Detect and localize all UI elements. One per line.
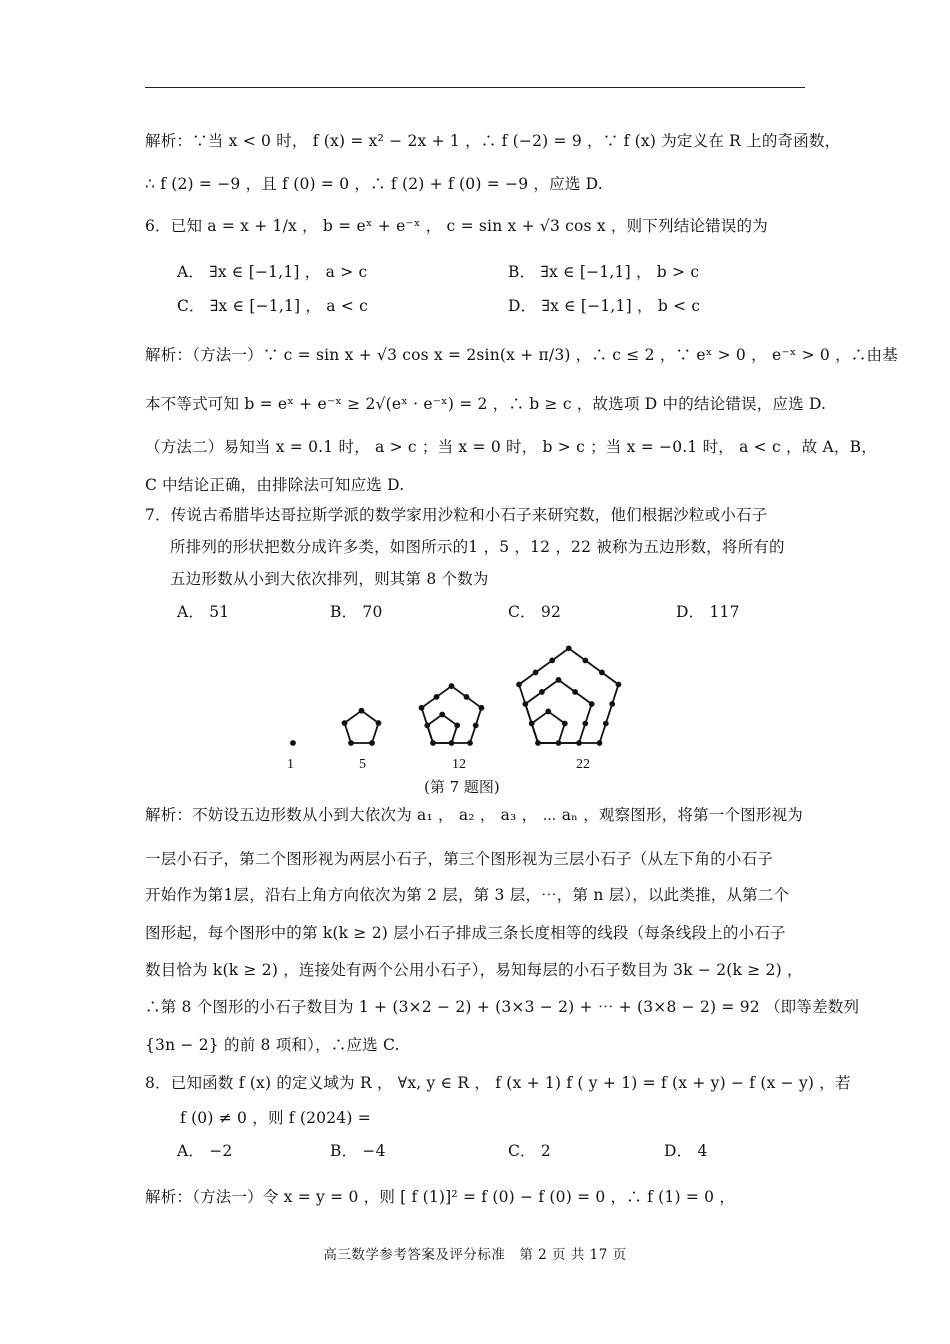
text-line-22: 图形起，每个图形中的第 k(k ≥ 2) 层小石子排成三条长度相等的线段（每条线段上的小石子 — [145, 924, 786, 942]
text-line-32: 解析：（方法一）令 x = y = 0 ，则 [ f (1)]² = f (0) − f (0) = 0 ，∴ f (1) = 0 ， — [145, 1188, 736, 1206]
pebble-dot — [348, 740, 354, 746]
pebble-dot — [369, 740, 375, 746]
text-line-14: 五边形数从小到大依次排列，则其第 8 个数为 — [170, 570, 489, 588]
pentagonal-numbers-figure — [270, 638, 670, 748]
pebble-dot — [549, 658, 555, 664]
pebble-dot — [576, 740, 582, 746]
text-line-30: C． 2 — [508, 1142, 551, 1160]
text-line-1: 解析：∵当 x < 0 时， f (x) = x² − 2x + 1 ，∴ f (−2) = 9 ，∵ f (x) 为定义在 R 上的奇函数， — [145, 132, 841, 150]
header-rule — [145, 87, 805, 88]
text-line-20: 一层小石子，第二个图形视为两层小石子，第三个图形视为三层小石子（从左下角的小石子 — [145, 850, 774, 868]
pebble-dot — [467, 740, 473, 746]
pebble-dot — [599, 670, 605, 676]
text-line-6: C． ∃x ∈ [−1,1] ， a < c — [177, 297, 369, 315]
pebble-dot — [376, 720, 382, 726]
text-line-26: 8．已知函数 f (x) 的定义域为 R ， ∀x, y ∈ R ， f (x + 1) f ( y + 1) = f (x + y) − f (x − y) ，若 — [145, 1074, 851, 1092]
text-line-29: B． −4 — [330, 1142, 386, 1160]
text-line-12: 7．传说古希腊毕达哥拉斯学派的数学家用沙粒和小石子来研究数，他们根据沙粒或小石子 — [145, 506, 768, 524]
pebble-dot — [603, 721, 609, 727]
text-line-13: 所排列的形状把数分成许多类，如图所示的1 ，5 ，12 ，22 被称为五边形数，将所有的 — [170, 538, 785, 556]
text-line-25: {3n − 2} 的前 8 项和），∴应选 C. — [145, 1036, 400, 1054]
pebble-dot — [464, 694, 470, 700]
pebble-dot — [582, 658, 588, 664]
pebble-dot — [434, 694, 440, 700]
text-line-27: f (0) ≠ 0 ，则 f (2024) = — [180, 1109, 371, 1127]
pebble-dot — [342, 720, 348, 726]
figure-caption: (第 7 题图) — [424, 778, 500, 796]
pebble-dot — [449, 683, 455, 689]
pebble-dot — [582, 721, 588, 727]
pebble-dot — [419, 705, 425, 711]
figure-label-22: 22 — [576, 757, 590, 772]
text-line-7: D． ∃x ∈ [−1,1] ， b < c — [508, 297, 701, 315]
pebble-dot — [556, 677, 562, 683]
figure-label-12: 12 — [452, 757, 466, 772]
text-line-23: 数目恰为 k(k ≥ 2) ，连接处有两个公用小石子），易知每层的小石子数目为 3k − 2(k ≥ 2) ， — [145, 961, 803, 979]
text-line-9: 本不等式可知 b = eˣ + e⁻ˣ ≥ 2√(eˣ · e⁻ˣ) = 2 ，∴ b ≥ c ，故选项 D 中的结论错误，应选 D. — [145, 395, 827, 413]
text-line-11: C 中结论正确，由排除法可知应选 D. — [145, 476, 405, 494]
text-line-17: C． 92 — [508, 603, 562, 621]
text-line-18: D． 117 — [676, 603, 740, 621]
pebble-dot — [562, 721, 568, 727]
pebble-dot — [479, 705, 485, 711]
pebble-dot — [545, 709, 551, 715]
pebble-dot — [473, 723, 479, 729]
pebble-dot — [529, 721, 535, 727]
pentagon-outline — [345, 711, 379, 743]
pebble-dot — [566, 645, 572, 651]
pebble-dot — [522, 701, 528, 707]
pebble-dot — [556, 740, 562, 746]
pebble-dot — [449, 740, 455, 746]
text-line-28: A． −2 — [177, 1142, 233, 1160]
pebble-dot — [454, 723, 460, 729]
pebble-dot — [533, 670, 539, 676]
pebble-dot — [430, 740, 436, 746]
text-line-10: （方法二）易知当 x = 0.1 时， a > c ；当 x = 0 时， b > c ；当 x = −0.1 时， a < c ，故 A，B， — [145, 438, 877, 456]
pebble-dot — [597, 740, 603, 746]
figure-label-5: 5 — [359, 757, 366, 772]
pebble-dot — [439, 712, 445, 718]
pebble-dot — [539, 689, 545, 695]
text-line-3: 6．已知 a = x + 1/x ， b = eˣ + e⁻ˣ ， c = sin x + √3 cos x ，则下列结论错误的为 — [145, 217, 768, 235]
text-line-21: 开始作为第1层，沿右上角方向依次为第 2 层，第 3 层，⋯，第 n 层），以此类推，从第二个 — [145, 886, 790, 904]
pebble-dot — [424, 723, 430, 729]
text-line-16: B． 70 — [330, 603, 383, 621]
text-line-24: ∴第 8 个图形的小石子数目为 1 + (3×2 − 2) + (3×3 − 2) + ⋯ + (3×8 − 2) = 92 （即等差数列 — [145, 998, 860, 1016]
figure-label-1: 1 — [287, 757, 294, 772]
pebble-dot — [609, 701, 615, 707]
pebble-dot — [359, 708, 365, 714]
pebble-dot — [572, 689, 578, 695]
page-footer: 高三数学参考答案及评分标准 第 2 页 共 17 页 — [323, 1247, 627, 1263]
text-line-19: 解析：不妨设五边形数从小到大依次为 a₁ ， a₂ ， a₃ ， ⋯ aₙ ，观察图形，将第一个图形视为 — [145, 806, 804, 824]
text-line-15: A． 51 — [177, 603, 230, 621]
pebble-dot — [290, 740, 296, 746]
text-line-31: D． 4 — [664, 1142, 708, 1160]
pebble-dot — [589, 701, 595, 707]
text-line-2: ∴ f (2) = −9 ，且 f (0) = 0 ，∴ f (2) + f (0) = −9 ，应选 D. — [145, 175, 603, 193]
text-line-8: 解析：（方法一）∵ c = sin x + √3 cos x = 2sin(x + π/3) ，∴ c ≤ 2 ，∵ eˣ > 0 ， e⁻ˣ > 0 ，∴由基 — [145, 346, 898, 364]
pebble-dot — [616, 682, 622, 688]
pebble-dot — [516, 682, 522, 688]
pentagon-outline — [519, 648, 619, 743]
pentagon-outline — [422, 686, 482, 743]
pebble-dot — [535, 740, 541, 746]
text-line-4: A． ∃x ∈ [−1,1] ， a > c — [177, 263, 368, 281]
text-line-5: B． ∃x ∈ [−1,1] ， b > c — [508, 263, 700, 281]
